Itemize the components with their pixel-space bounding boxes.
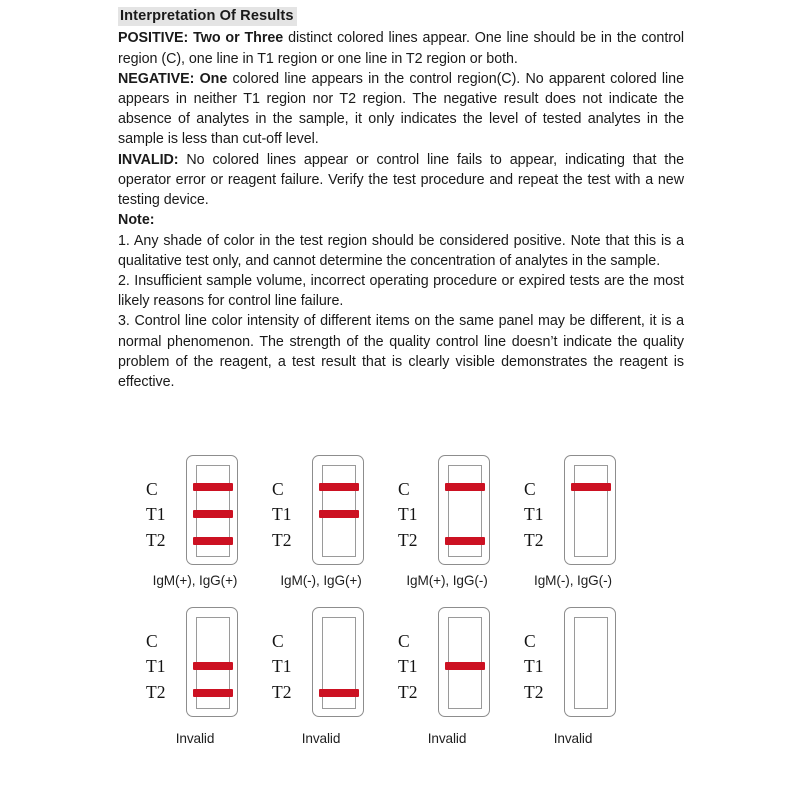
note-heading: Note: (118, 212, 155, 229)
result-line-t2 (193, 537, 233, 545)
paragraph-invalid (118, 150, 684, 211)
paragraph-positive-body: distinct colored lines appear. One line should be in the control region (C), one line in T1 region or one line in T2 region or both. (118, 30, 684, 67)
result-window (574, 617, 608, 709)
result-line-c (445, 483, 485, 491)
test-cassette (384, 607, 510, 746)
cassette-body (564, 455, 616, 565)
cassette-caption: IgM(+), IgG(+) (152, 573, 238, 588)
cassette-cell (132, 607, 258, 746)
cassette-cell (510, 607, 636, 746)
region-label-t1: T1 (146, 504, 166, 525)
cassette-body (438, 455, 490, 565)
result-line-t1 (193, 510, 233, 518)
cassette-cell (258, 455, 384, 588)
test-cassette (258, 455, 384, 588)
cassette-caption: IgM(-), IgG(-) (534, 573, 612, 588)
result-illustrations (0, 455, 800, 800)
region-label-group (524, 477, 560, 553)
test-cassette (132, 455, 258, 588)
region-label-c: C (398, 479, 410, 499)
cassette-caption: Invalid (553, 731, 593, 746)
cassette-body (312, 455, 364, 565)
region-label-t2: T2 (146, 681, 166, 702)
cassette-body (312, 607, 364, 717)
cassette-caption: IgM(-), IgG(+) (280, 573, 362, 588)
paragraph-negative-body: colored line appears in the control region(C). No apparent colored line appears in neither T1 region nor T2 region. The negative result does not indicate the absence of analytes in the sample, it only indicates the level of tested analytes in the sample is less than cut-off level. (118, 70, 684, 148)
region-label-group (524, 629, 560, 705)
paragraph-invalid-lead: INVALID: (118, 151, 179, 168)
region-label-t2: T2 (398, 681, 418, 702)
test-cassette (132, 607, 258, 746)
note-item-1: 1. Any shade of color in the test region should be considered positive. Note that this is a qualitative test only, and cannot determine the concentration of analytes in the sample. (118, 232, 684, 269)
cassette-cell (384, 455, 510, 588)
region-label-c: C (398, 631, 410, 651)
test-cassette (510, 455, 636, 588)
region-label-t2: T2 (146, 529, 166, 550)
region-label-c: C (272, 479, 284, 499)
note-item-3: 3. Control line color intensity of different items on the same panel may be different, it is a normal phenomenon. The strength of the quality control line doesn’t indicate the quality problem of the reagent, a test result that is clearly visible demonstrates the reagent is effective. (118, 313, 684, 391)
paragraph-positive (118, 28, 684, 68)
region-label-group (398, 629, 434, 705)
cassette-body (186, 455, 238, 565)
paragraph-positive-lead: POSITIVE: Two or Three (118, 30, 284, 47)
cassette-cell (258, 607, 384, 746)
note-item-2: 2. Insufficient sample volume, incorrect operating procedure or expired tests are the most likely reasons for control line failure. (118, 272, 684, 310)
cassette-cell (384, 607, 510, 746)
region-label-t1: T1 (524, 504, 544, 525)
cassette-cell (132, 455, 258, 588)
region-label-t2: T2 (272, 529, 292, 550)
test-cassette (384, 455, 510, 588)
region-label-t1: T1 (272, 656, 292, 677)
result-line-t1 (445, 662, 485, 670)
cassette-caption: Invalid (175, 731, 215, 746)
test-cassette (510, 607, 636, 746)
cassette-body (564, 607, 616, 717)
region-label-t1: T1 (398, 504, 418, 525)
result-line-c (319, 483, 359, 491)
page-title: Interpretation Of Results (118, 7, 297, 26)
region-label-t1: T1 (524, 656, 544, 677)
region-label-t1: T1 (146, 656, 166, 677)
paragraph-negative-lead: NEGATIVE: One (118, 70, 228, 87)
cassette-row-invalid-results (132, 607, 672, 746)
region-label-c: C (146, 631, 158, 651)
region-label-t2: T2 (524, 529, 544, 550)
cassette-body (186, 607, 238, 717)
cassette-row-valid-results (132, 455, 672, 588)
region-label-c: C (524, 479, 536, 499)
region-label-group (272, 477, 308, 553)
region-label-group (272, 629, 308, 705)
region-label-group (146, 629, 182, 705)
result-line-t2 (445, 537, 485, 545)
result-line-c (571, 483, 611, 491)
region-label-c: C (146, 479, 158, 499)
cassette-body (438, 607, 490, 717)
region-label-c: C (272, 631, 284, 651)
test-cassette (258, 607, 384, 746)
interpretation-text-block (118, 7, 684, 392)
result-window (574, 465, 608, 557)
result-line-t2 (319, 689, 359, 697)
region-label-t2: T2 (272, 681, 292, 702)
region-label-t1: T1 (398, 656, 418, 677)
cassette-cell (510, 455, 636, 588)
cassette-caption: Invalid (301, 731, 341, 746)
result-line-t1 (319, 510, 359, 518)
cassette-caption: Invalid (427, 731, 467, 746)
result-line-t1 (193, 662, 233, 670)
result-line-c (193, 483, 233, 491)
region-label-t2: T2 (398, 529, 418, 550)
region-label-t2: T2 (524, 681, 544, 702)
region-label-c: C (524, 631, 536, 651)
region-label-group (146, 477, 182, 553)
paragraph-negative (118, 69, 684, 150)
result-line-t2 (193, 689, 233, 697)
paragraph-invalid-body: No colored lines appear or control line fails to appear, indicating that the operator error or reagent failure. Verify the test procedure and repeat the test with a new testing device. (118, 151, 684, 209)
cassette-caption: IgM(+), IgG(-) (406, 573, 488, 588)
region-label-group (398, 477, 434, 553)
region-label-t1: T1 (272, 504, 292, 525)
